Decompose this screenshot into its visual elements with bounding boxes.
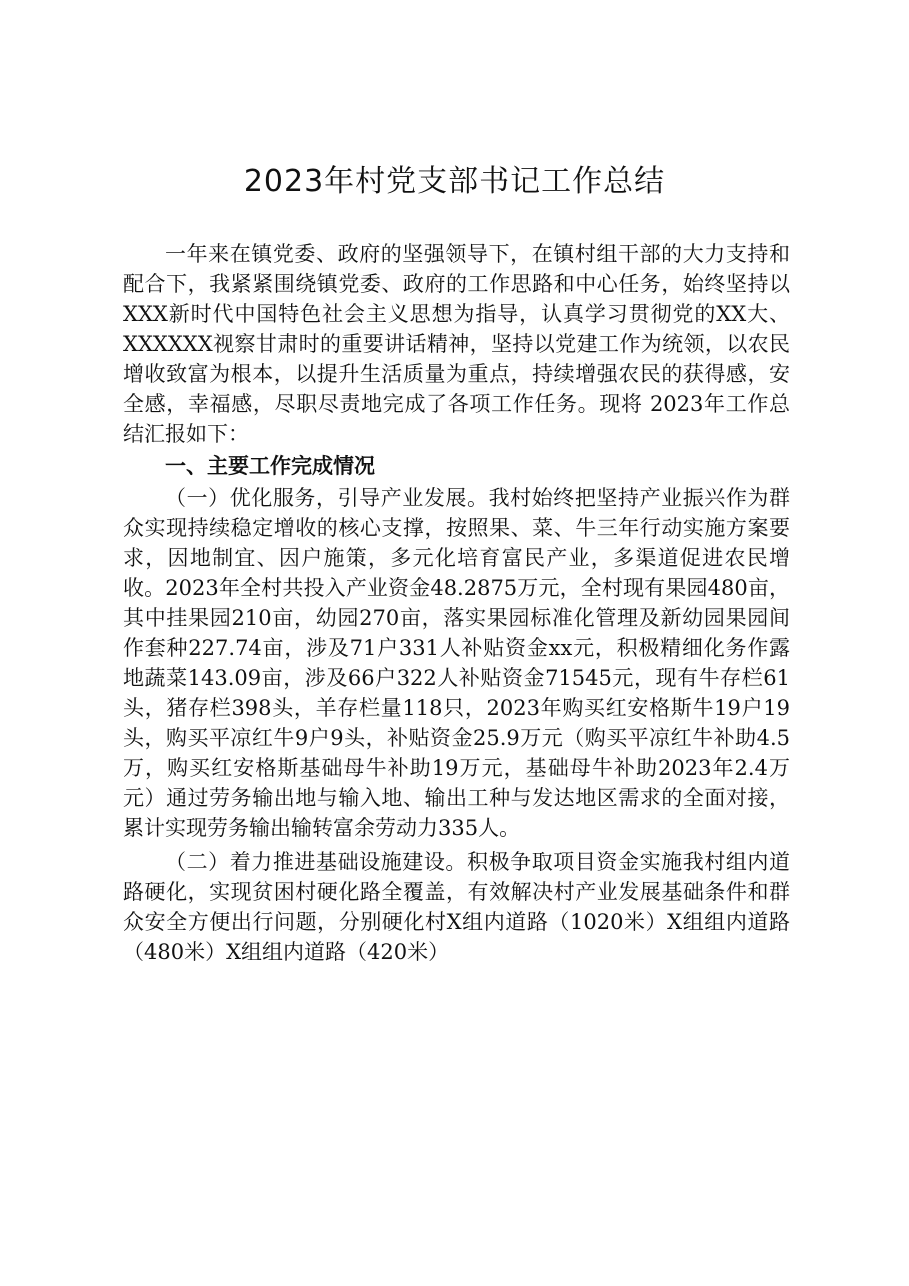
section-heading: 一、主要工作完成情况 bbox=[165, 454, 375, 478]
document-title: 2023年村党支部书记工作总结 bbox=[243, 164, 666, 199]
infrastructure-paragraph: （二）着力推进基础设施建设。积极争取项目资金实施我村组内道路硬化，实现贫困村硬化路全覆盖，有效解决村产业发展基础条件和群众安全方便出行问题，分别硬化村X组内道路（1020米）X组组内道路（480米）X组组内道路（420米） bbox=[123, 850, 790, 964]
intro-paragraph: 一年来在镇党委、政府的坚强领导下，在镇村组干部的大力支持和配合下，我紧紧围绕镇党委、政府的工作思路和中心任务，始终坚持以XXX新时代中国特色社会主义思想为指导，认真学习贯彻党的XX大、XXXXXX视察甘肃时的重要讲话精神，坚持以党建工作为统领，以农民增收致富为根本，以提升生活质量为重点，持续增强农民的获得感，安全感，幸福感，尽职尽责地完成了各项工作任务。现将 2023年工作总结汇报如下： bbox=[123, 242, 790, 446]
document-body bbox=[123, 239, 790, 967]
industry-paragraph: （一）优化服务，引导产业发展。我村始终把坚持产业振兴作为群众实现持续稳定增收的核心支撑，按照果、菜、牛三年行动实施方案要求，因地制宜、因户施策，多元化培育富民产业，多渠道促进农民增收。2023年全村共投入产业资金48.2875万元，全村现有果园480亩，其中挂果园210亩，幼园270亩，落实果园标准化管理及新幼园果园间作套种227.74亩，涉及71户331人补贴资金xx元，积极精细化务作露地蔬菜143.09亩，涉及66户322人补贴资金71545元，现有牛存栏61头，猪存栏398头，羊存栏量118只，2023年购买红安格斯牛19户19头，购买平凉红牛9户9头，补贴资金25.9万元（购买平凉红牛补助4.5万，购买红安格斯基础母牛补助19万元，基础母牛补助2023年2.4万元）通过劳务输出地与输入地、输出工种与发达地区需求的全面对接，累计实现劳务输出输转富余劳动力335人。 bbox=[123, 486, 790, 840]
